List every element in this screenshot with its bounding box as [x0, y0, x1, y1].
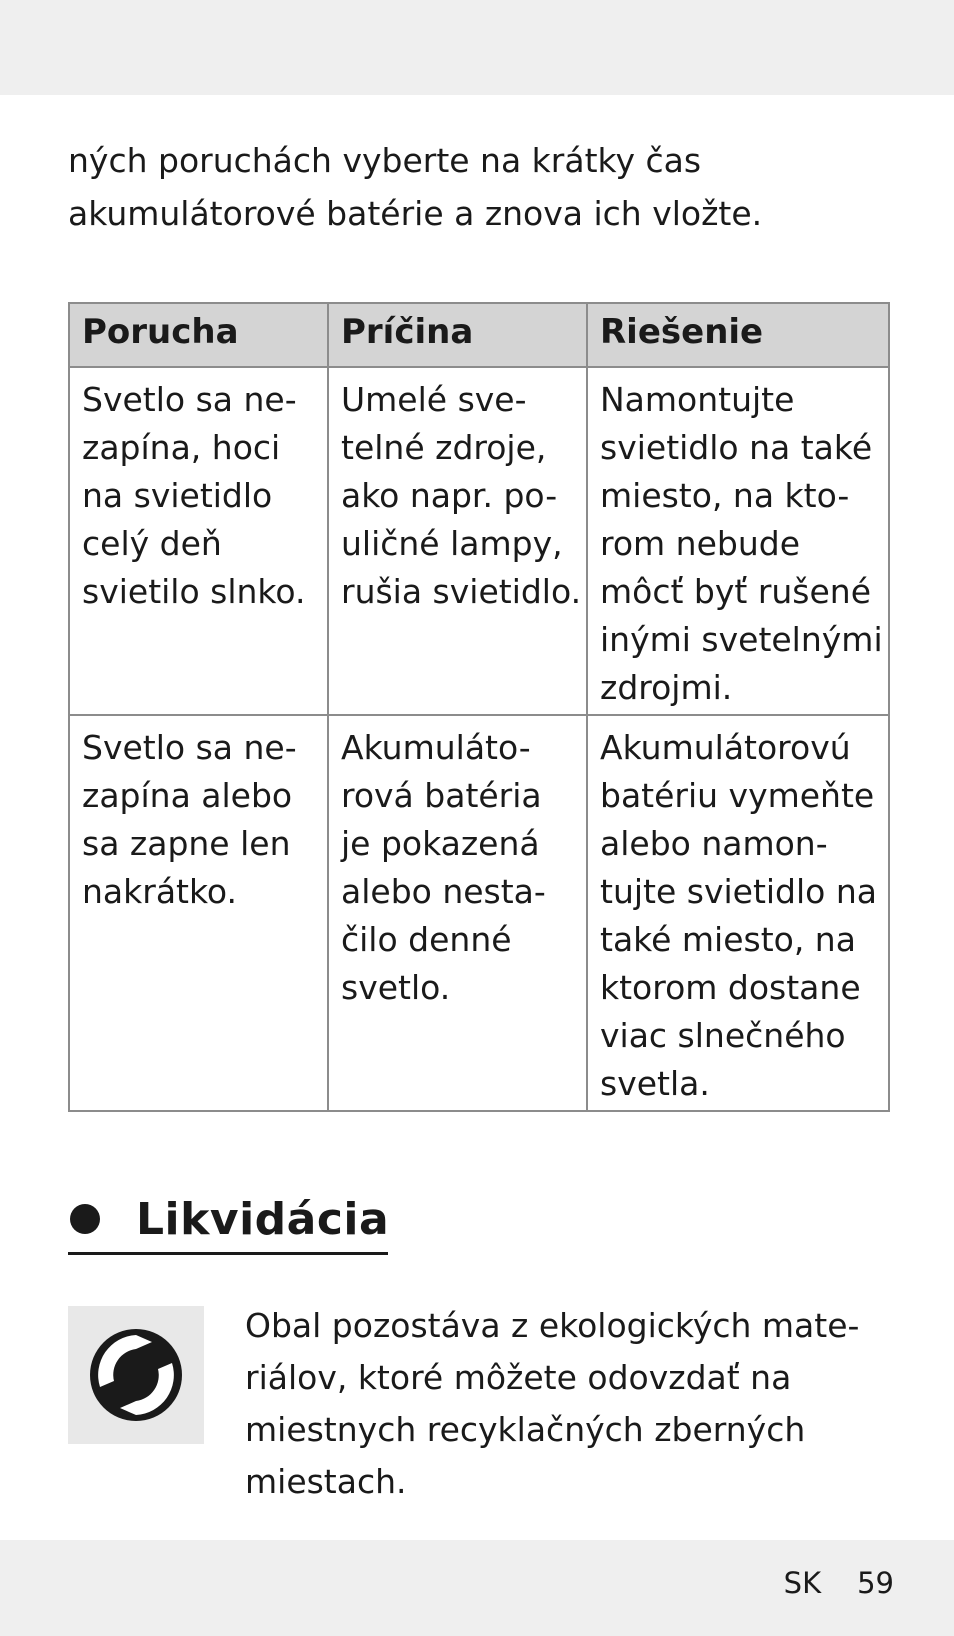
page-number: 59 — [857, 1566, 894, 1600]
cell-line: Svetlo sa ne- — [82, 380, 297, 419]
table-row — [69, 367, 889, 715]
intro-line-1: ných poruchách vyberte na krátky čas — [68, 141, 702, 180]
page-footer — [784, 1566, 894, 1600]
section-title: Likvidácia — [136, 1193, 390, 1245]
cell-line: môcť byť rušené — [600, 572, 872, 611]
cell-line: ako napr. po- — [341, 476, 558, 515]
cell-line: alebo namon- — [600, 824, 828, 863]
cell-line: ktorom dostane — [600, 968, 861, 1007]
cell-line: svetlo. — [341, 968, 451, 1007]
fault-cell — [69, 367, 328, 715]
cell-line: je pokazená — [341, 824, 540, 863]
section-heading — [68, 1186, 388, 1255]
cell-line: alebo nesta- — [341, 872, 546, 911]
cause-cell — [328, 715, 587, 1111]
cell-line: Umelé sve- — [341, 380, 527, 419]
cell-line: Akumulátorovú — [600, 728, 851, 767]
cell-line: také miesto, na — [600, 920, 856, 959]
disposal-paragraph — [245, 1300, 895, 1508]
top-margin-band — [0, 0, 954, 95]
cell-line: Svetlo sa ne- — [82, 728, 297, 767]
disposal-line-3: miestnych recyklačných zberných — [245, 1410, 806, 1449]
intro-paragraph — [68, 134, 888, 240]
cell-line: svietilo slnko. — [82, 572, 306, 611]
cell-line: celý deň — [82, 524, 222, 563]
language-code: SK — [783, 1566, 822, 1600]
header-solution: Riešenie — [587, 303, 889, 367]
cell-line: viac slnečného — [600, 1016, 846, 1055]
solution-cell — [587, 367, 889, 715]
troubleshooting-table — [68, 302, 890, 1112]
cell-line: čilo denné — [341, 920, 512, 959]
cell-line: svetla. — [600, 1064, 710, 1103]
cell-line: zdrojmi. — [600, 668, 733, 707]
disposal-line-4: miestach. — [245, 1462, 407, 1501]
solution-cell — [587, 715, 889, 1111]
cell-line: svietidlo na také — [600, 428, 873, 467]
cell-line: Akumuláto- — [341, 728, 531, 767]
green-dot-recycle-icon — [68, 1306, 204, 1444]
cell-line: rušia svietidlo. — [341, 572, 582, 611]
header-fault: Porucha — [69, 303, 328, 367]
cell-line: nakrátko. — [82, 872, 238, 911]
cell-line: tujte svietidlo na — [600, 872, 877, 911]
cell-line: Namontujte — [600, 380, 795, 419]
intro-line-2: akumulátorové batérie a znova ich vložte. — [68, 194, 763, 233]
disposal-line-2: riálov, ktoré môžete odovzdať na — [245, 1358, 792, 1397]
cell-line: na svietidlo — [82, 476, 273, 515]
cell-line: sa zapne len — [82, 824, 291, 863]
table-row — [69, 715, 889, 1111]
cell-line: rová batéria — [341, 776, 542, 815]
cell-line: zapína alebo — [82, 776, 293, 815]
cell-line: telné zdroje, — [341, 428, 547, 467]
cell-line: miesto, na kto- — [600, 476, 850, 515]
disposal-line-1: Obal pozostáva z ekologických mate- — [245, 1306, 860, 1345]
cell-line: zapína, hoci — [82, 428, 281, 467]
cell-line: uličné lampy, — [341, 524, 563, 563]
table-header-row — [69, 303, 889, 367]
cell-line: inými svetelnými — [600, 620, 883, 659]
cause-cell — [328, 367, 587, 715]
fault-cell — [69, 715, 328, 1111]
header-cause: Príčina — [328, 303, 587, 367]
bullet-icon — [70, 1204, 100, 1234]
cell-line: rom nebude — [600, 524, 800, 563]
cell-line: batériu vymeňte — [600, 776, 875, 815]
